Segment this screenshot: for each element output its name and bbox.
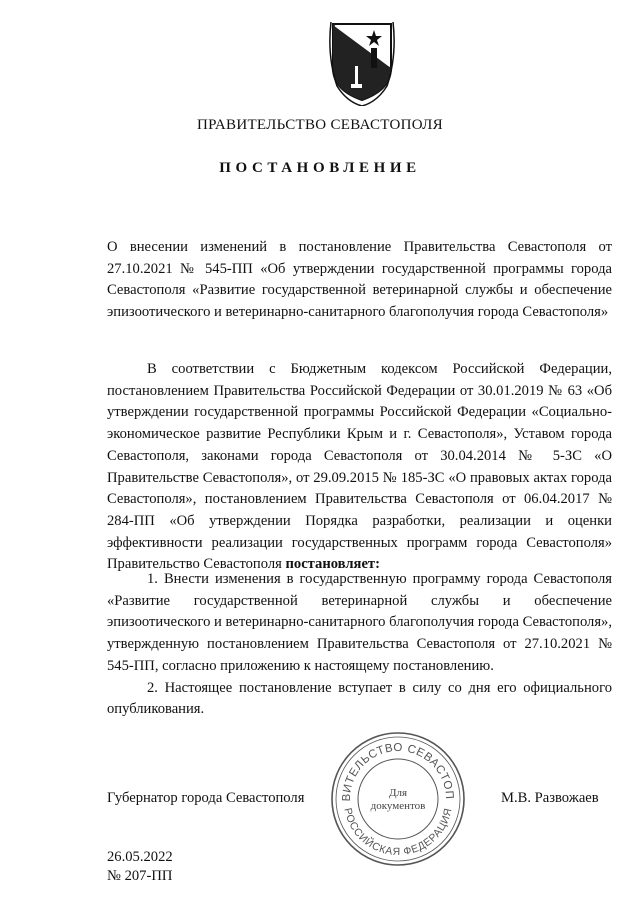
document-date-number	[107, 848, 173, 886]
resolution-subject: О внесении изменений в постановление Правительства Севастополя от 27.10.2021 № 545-ПП «Об утверждении государственной программы города Севастополя «Развитие государственной ветеринарной службы и обеспечение эпизоотического и ветеринарно-санитарного благополучия города Севастополя»	[107, 239, 612, 321]
government-title: ПРАВИТЕЛЬСТВО СЕВАСТОПОЛЯ	[197, 117, 443, 133]
resolution-item-2: 2. Настоящее постановление вступает в силу со дня его официального опубликования.	[107, 679, 612, 718]
signatory-name: М.В. Развожаев	[501, 790, 599, 806]
decree-word: постановляет:	[285, 556, 380, 573]
resolution-item-1: 1. Внести изменения в государственную программу города Севастополя «Развитие государственной ветеринарной службы и обеспечение эпизоотического и ветеринарно-санитарного благополучия города Севастополя», утвержденную постановлением Правительства Севастополя от 27.10.2021 № 545-ПП, согласно приложению к настоящему постановлению.	[107, 571, 612, 674]
seal-center-line-2: документов	[370, 800, 426, 812]
coat-of-arms-emblem	[327, 16, 397, 106]
preamble-paragraph	[107, 359, 612, 576]
seal-center-line-1: Для	[388, 787, 408, 799]
seal-bottom-text: РОССИЙСКАЯ ФЕДЕРАЦИЯ	[341, 806, 455, 859]
preamble-text: В соответствии с Бюджетным кодексом Российской Федерации, постановлением Правительства Российской Федерации от 30.01.2019 № 63 «Об утверждении государственной программы Российской Федерации «Социально-экономическое развитие Республики Крым и г. Севастополя», Уставом города Севастополя, законами города Севастополя от 30.04.2014 № 5-ЗС «О Правительстве Севастополя», от 29.09.2015 № 185-ЗС «О правовых актах города Севастополя», постановлением Правительства Севастополя от 06.04.2017 № 284-ПП «Об утверждении Порядка разработки, реализации и оценки эффективности реализации государственных программ города Севастополя» Правительство Севастополя	[107, 361, 612, 573]
resolution-items	[107, 569, 612, 721]
document-number: № 207-ПП	[107, 868, 173, 884]
document-date: 26.05.2022	[107, 849, 173, 865]
svg-text:РОССИЙСКАЯ ФЕДЕРАЦИЯ	[341, 807, 454, 858]
seal-outer-text: ВИТЕЛЬСТВО СЕВАСТОП	[340, 741, 456, 802]
signatory-position: Губернатор города Севастополя	[107, 790, 305, 806]
official-seal	[328, 729, 468, 869]
document-type-heading: ПОСТАНОВЛЕНИЕ	[219, 160, 421, 176]
